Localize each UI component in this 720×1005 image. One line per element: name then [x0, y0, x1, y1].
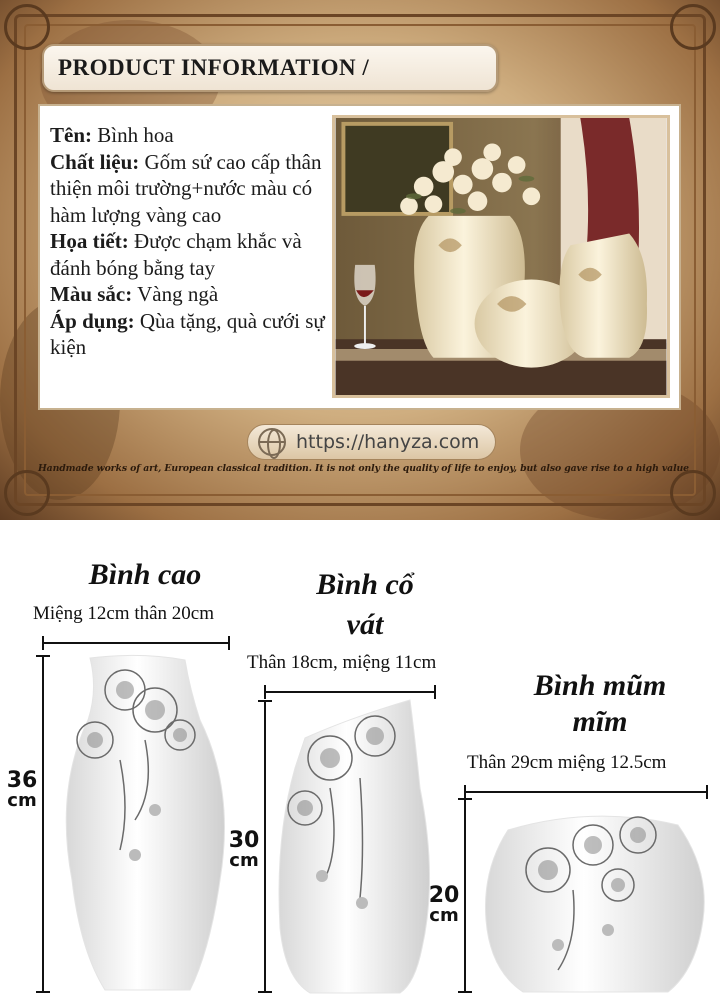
spec-material: Chất liệu: Gốm sứ cao cấp thân thiện môi trường+nước màu có hàm lượng vàng cao	[50, 149, 322, 227]
website-badge[interactable]	[247, 424, 496, 460]
vase-round-title: Bình mũm mĩm	[533, 669, 667, 738]
vase-slant-image	[270, 698, 440, 995]
vase-round-image	[478, 800, 710, 995]
height-measure-line	[264, 700, 266, 993]
spec-usage: Áp dụng: Qùa tặng, quà cưới sự kiện	[50, 308, 325, 359]
page-title: PRODUCT INFORMATION /	[58, 55, 370, 80]
vase-slant-title: Bình cổ vát	[316, 568, 414, 641]
tagline: Handmade works of art, European classical tradition. It is not only the quality of life to enjoy, but also gave rise to a high value	[38, 463, 690, 474]
title-bar	[42, 44, 498, 92]
spec-name: Tên: Bình hoa	[50, 123, 174, 147]
frame-corner-ornament	[670, 4, 716, 50]
spec-list	[50, 122, 332, 361]
width-measure-line	[42, 642, 230, 644]
vase-tall-title: Bình cao	[88, 558, 202, 591]
width-measure-line	[464, 791, 708, 793]
globe-icon	[258, 428, 286, 456]
product-photo	[332, 115, 670, 398]
vase-tall-image	[50, 650, 240, 995]
vase-tall-height: 36 cm	[6, 768, 38, 811]
frame-corner-ornament	[4, 470, 50, 516]
spec-color: Màu sắc: Vàng ngà	[50, 282, 219, 306]
height-measure-line	[42, 655, 44, 993]
width-measure-line	[264, 691, 436, 693]
info-card	[38, 104, 681, 410]
vase-slant-height: 30 cm	[228, 828, 260, 871]
vase-round-height: 20 cm	[428, 883, 460, 926]
frame-corner-ornament	[670, 470, 716, 516]
vase-round-dims: Thân 29cm miệng 12.5cm	[467, 752, 667, 773]
website-url: https://hanyza.com	[296, 431, 480, 453]
height-measure-line	[464, 798, 466, 993]
vase-tall-dims: Miệng 12cm thân 20cm	[33, 603, 214, 624]
frame-corner-ornament	[4, 4, 50, 50]
spec-pattern: Họa tiết: Được chạm khắc và đánh bóng bằng tay	[50, 229, 302, 280]
vase-slant-dims: Thân 18cm, miệng 11cm	[247, 652, 437, 673]
